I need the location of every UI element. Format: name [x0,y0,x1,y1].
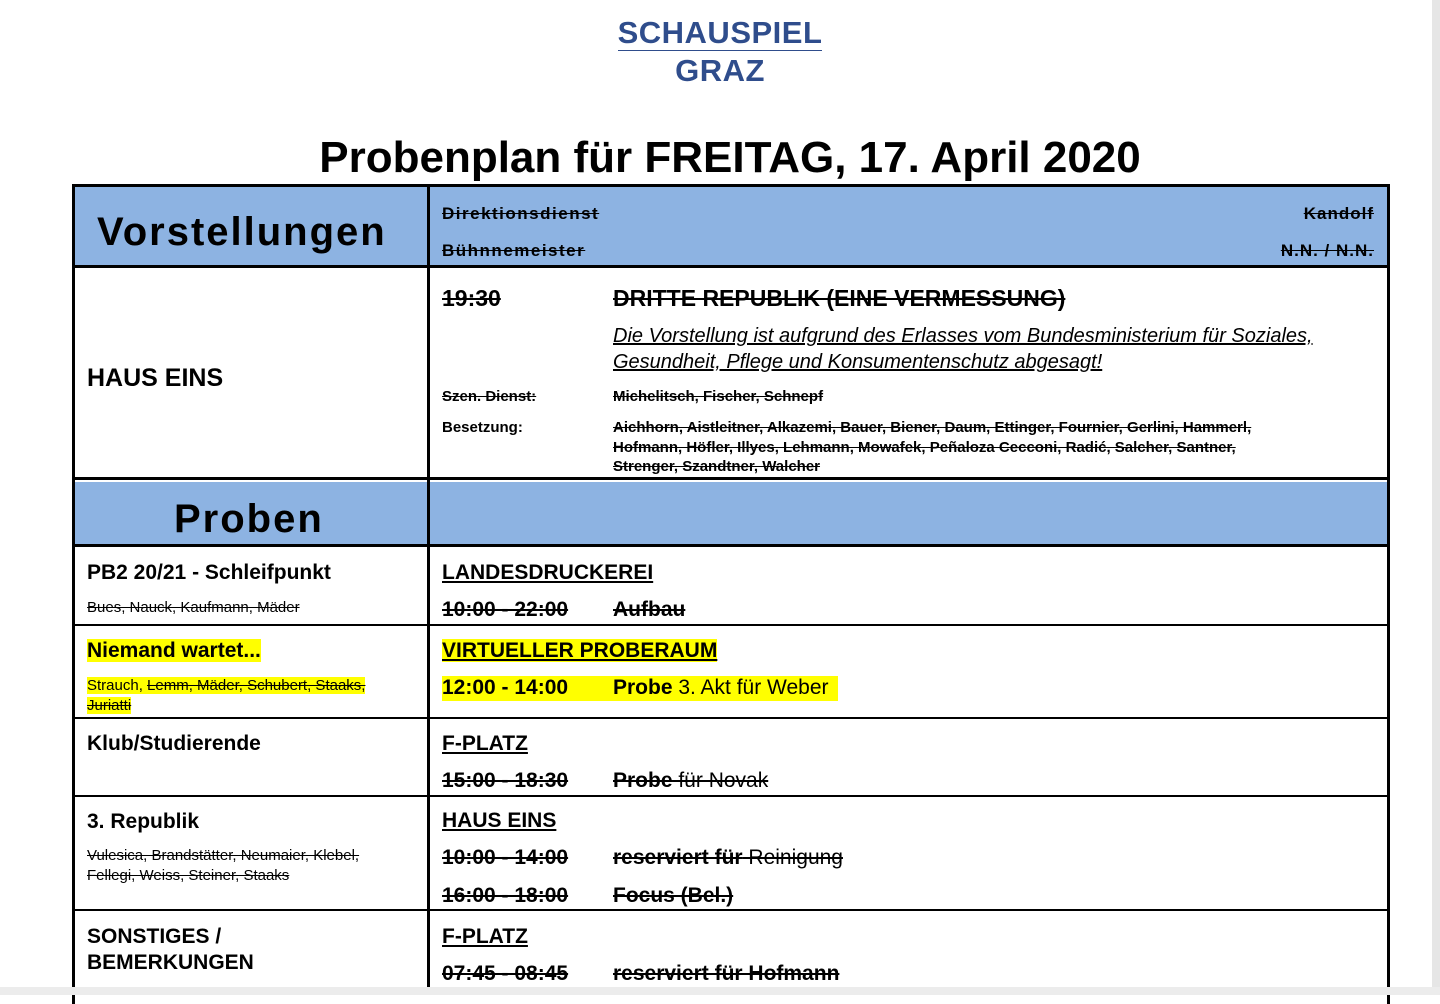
rehearsal-time: 10:00 - 14:00 [442,846,569,869]
performance-time: 19:30 [442,285,501,311]
direktionsdienst-label: Direktionsdienst [442,204,600,223]
remarks-title-line1: SONSTIGES / [87,925,222,948]
rehearsal-activity-rest: Reinigung [742,846,843,869]
rehearsal-people-cancelled: Lemm, Mäder, Schubert, Staaks, [147,677,366,694]
rehearsal-activity-bold: reserviert für [613,846,743,869]
buehnenmeister-value: N.N. / N.N. [1280,241,1374,260]
rehearsal-time: 07:45 - 08:45 [442,962,569,985]
szen-dienst-label: Szen. Dienst: [442,388,537,405]
besetzung-line2: Hofmann, Höfler, Illyes, Lehmann, Mowafek, Peñaloza Cecconi, Radić, Salcher, Santner, [613,439,1236,456]
rehearsal-activity: reserviert für Hofmann [613,962,840,985]
viewer-bottom-bar [0,987,1440,995]
rehearsal-activity-bold: Probe [613,676,673,699]
rehearsal-title: Klub/Studierende [87,732,261,755]
rehearsal-time: 10:00 - 22:00 [442,598,569,621]
rehearsal-time: 15:00 - 18:30 [442,769,569,792]
rehearsal-title: PB2 20/21 - Schleifpunkt [87,561,331,584]
rehearsal-activity-bold: Probe [613,769,673,792]
direktionsdienst-value: Kandolf [1303,204,1374,223]
rehearsal-activity: Aufbau [613,598,686,621]
rehearsal-venue: LANDESDRUCKEREI [442,561,654,584]
rehearsal-activity-rest: für Novak [672,769,769,792]
cancellation-notice-line2: Gesundheit, Pflege und Konsumentenschutz abgesagt! [613,351,1103,373]
vorstellungen-heading: Vorstellungen [97,210,387,254]
rehearsal-people: Bues, Nauck, Kaufmann, Mäder [87,599,300,616]
besetzung-line3: Strenger, Szandtner, Walcher [613,458,821,475]
logo-line1: SCHAUSPIEL [617,15,823,50]
rehearsal-people-line1: Vulesica, Brandstätter, Neumaier, Klebel, [87,847,360,864]
page-title: Probenplan für FREITAG, 17. April 2020 [319,133,1141,182]
rehearsal-activity-2: Focus (Bel.) [613,884,734,907]
rehearsal-time-2: 16:00 - 18:00 [442,884,569,907]
logo-line2: GRAZ [675,53,765,88]
viewer-scrollbar[interactable] [1432,0,1440,995]
besetzung-line1: Aichhorn, Aistleitner, Alkazemi, Bauer, Biener, Daum, Ettinger, Fournier, Gerlini, Hammerl, [613,419,1252,436]
schauspiel-graz-logo [600,14,840,90]
cancellation-notice-line1: Die Vorstellung ist aufgrund des Erlasses vom Bundesministerium für Soziales, [613,325,1313,347]
rehearsal-title: 3. Republik [87,810,200,833]
rehearsal-people-active: Strauch, [87,677,148,694]
rehearsal-people-cancelled-2: Juriatti [87,697,132,714]
haus-eins-label: HAUS EINS [87,364,224,392]
buehnenmeister-label: Bühnnemeister [442,241,586,260]
szen-dienst-value: Michelitsch, Fischer, Schnepf [613,388,824,405]
rehearsal-venue: HAUS EINS [442,809,557,832]
rehearsal-title: Niemand wartet... [87,639,261,662]
rehearsal-venue: F-PLATZ [442,732,528,755]
performance-title: DRITTE REPUBLIK (EINE VERMESSUNG) [613,285,1066,311]
rehearsal-activity-rest: 3. Akt für Weber [672,676,829,699]
rehearsal-venue: F-PLATZ [442,925,528,948]
rehearsal-people-line2: Fellegi, Weiss, Steiner, Staaks [87,867,290,884]
remarks-title-line2: BEMERKUNGEN [87,951,254,974]
proben-heading: Proben [174,497,324,541]
besetzung-label: Besetzung: [442,419,523,436]
rehearsal-time: 12:00 - 14:00 [442,676,569,699]
rehearsal-venue: VIRTUELLER PROBERAUM [442,639,718,662]
